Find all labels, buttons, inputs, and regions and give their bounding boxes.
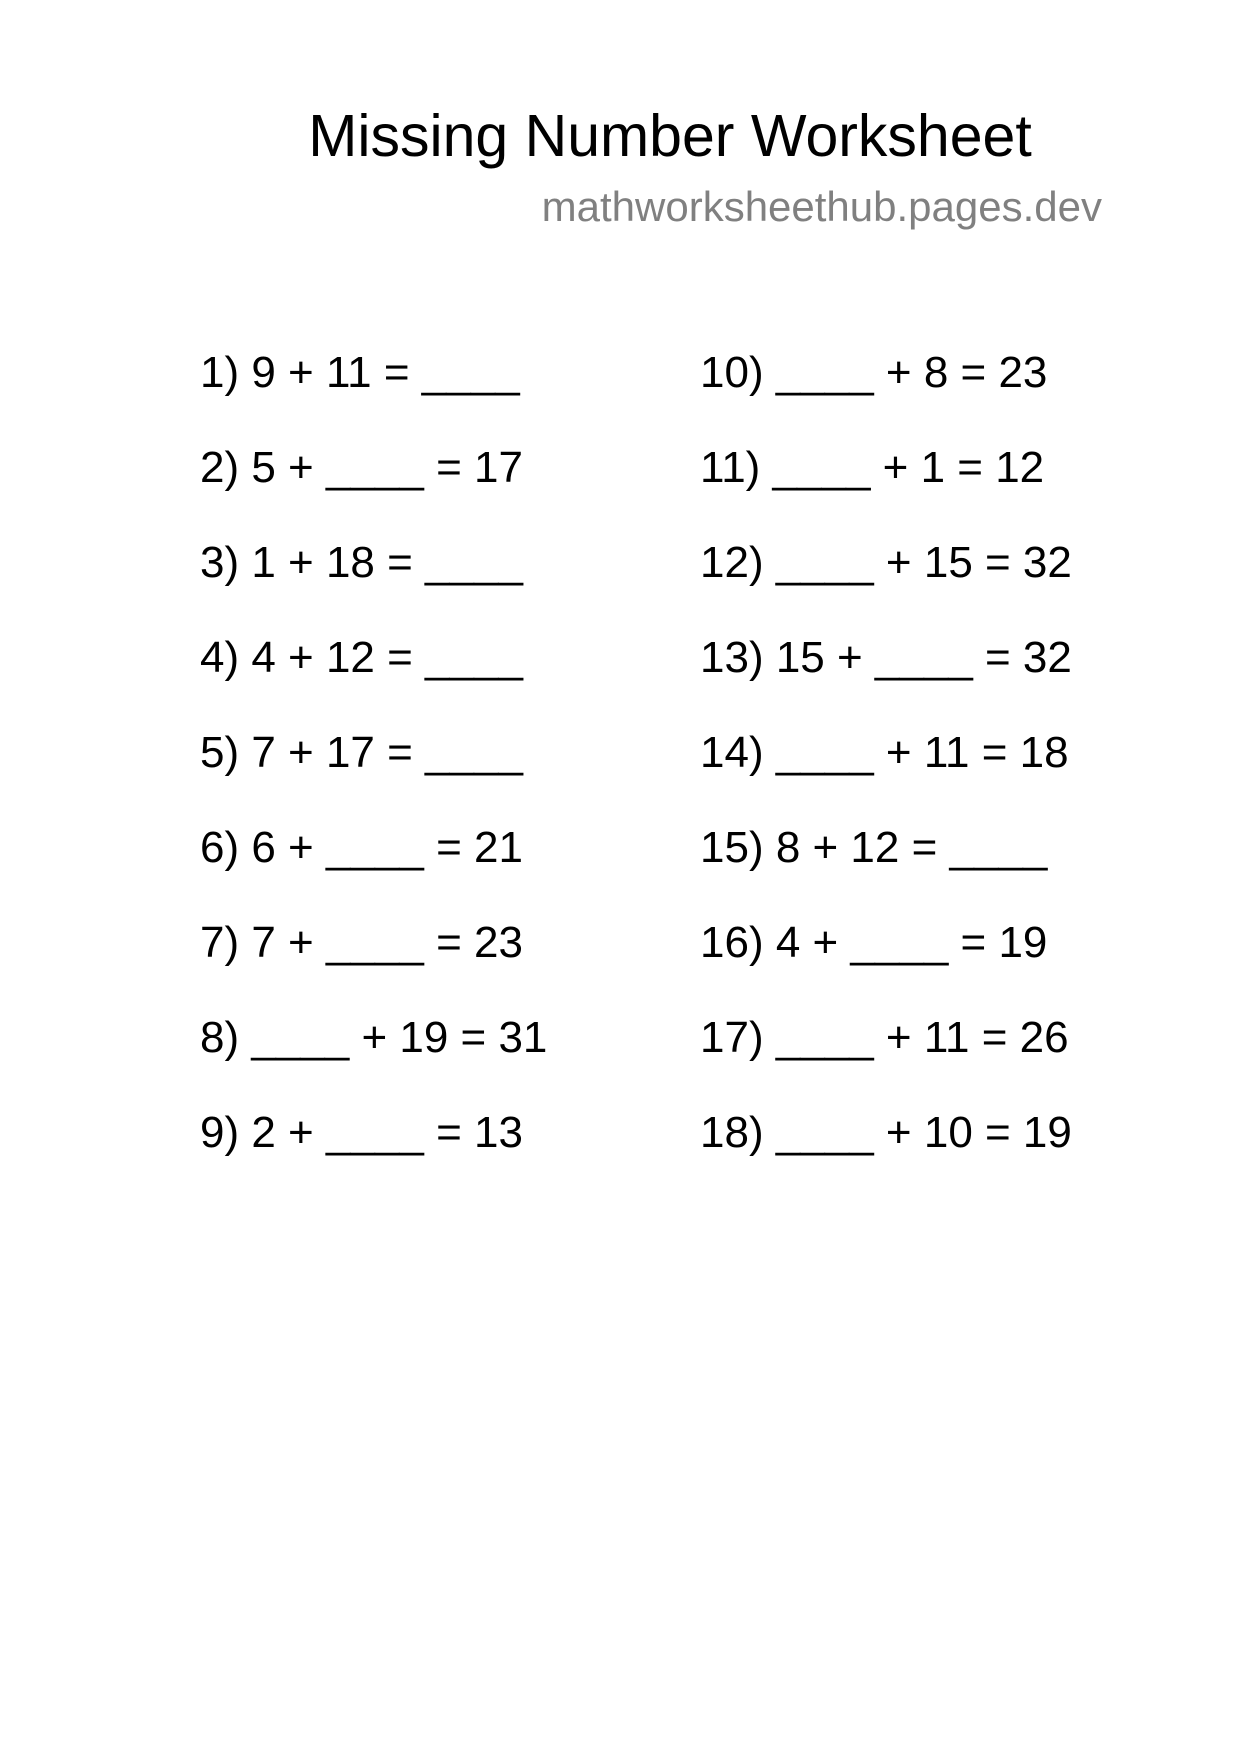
problem-3: 3) 1 + 18 = ____	[200, 538, 523, 587]
problem-16: 16) 4 + ____ = 19	[700, 918, 1048, 967]
problem-13: 13) 15 + ____ = 32	[700, 633, 1072, 682]
problem-8: 8) ____ + 19 = 31	[200, 1013, 548, 1062]
problem-14: 14) ____ + 11 = 18	[700, 728, 1069, 777]
problem-1: 1) 9 + 11 = ____	[200, 348, 520, 397]
worksheet-website: mathworksheethub.pages.dev	[541, 183, 1102, 230]
problem-12: 12) ____ + 15 = 32	[700, 538, 1072, 587]
problem-15: 15) 8 + 12 = ____	[700, 823, 1048, 872]
problem-18: 18) ____ + 10 = 19	[700, 1108, 1072, 1157]
problem-9: 9) 2 + ____ = 13	[200, 1108, 523, 1157]
problem-4: 4) 4 + 12 = ____	[200, 633, 523, 682]
problem-11: 11) ____ + 1 = 12	[700, 443, 1045, 492]
problem-10: 10) ____ + 8 = 23	[700, 348, 1048, 397]
problem-7: 7) 7 + ____ = 23	[200, 918, 523, 967]
problem-2: 2) 5 + ____ = 17	[200, 443, 523, 492]
worksheet-title: Missing Number Worksheet	[308, 103, 1032, 169]
problem-6: 6) 6 + ____ = 21	[200, 823, 523, 872]
problems-column-left	[200, 347, 547, 1202]
problems-column-right	[700, 347, 1072, 1202]
problem-5: 5) 7 + 17 = ____	[200, 728, 523, 777]
problem-17: 17) ____ + 11 = 26	[700, 1013, 1069, 1062]
